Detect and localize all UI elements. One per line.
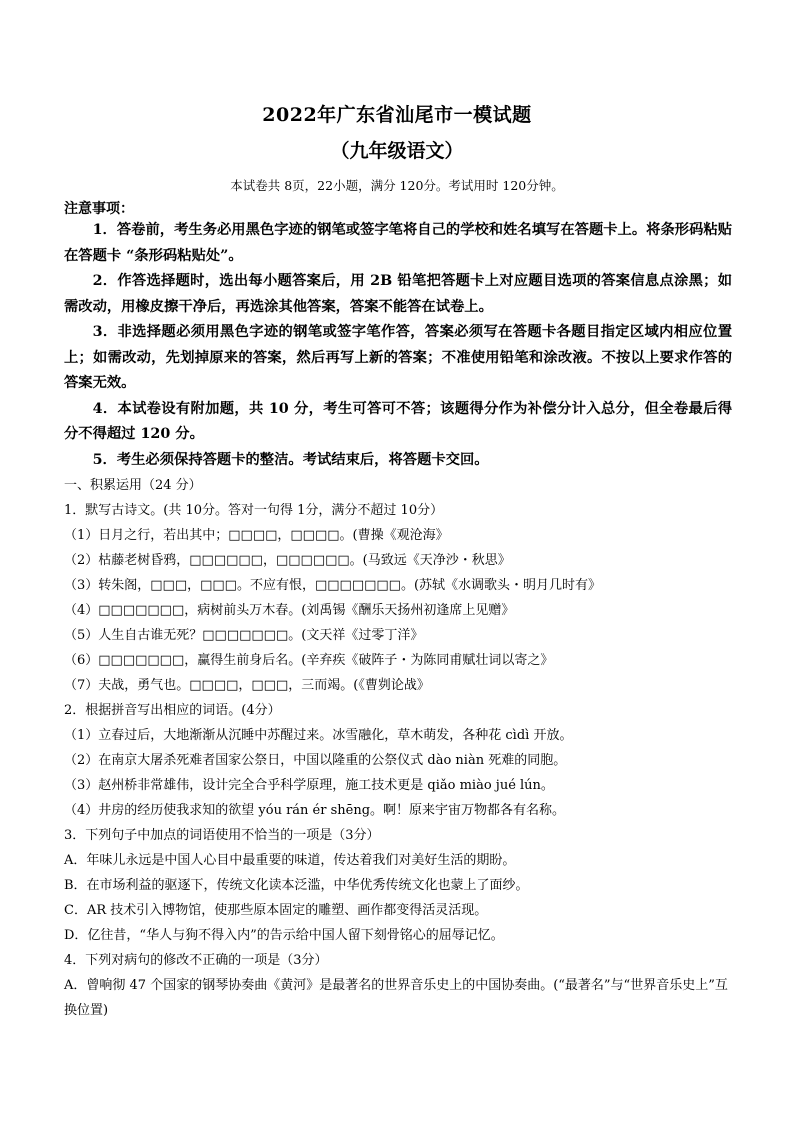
question-1-item: （4）□□□□□□□，病树前头万木春。(刘禹锡《酬乐天扬州初逢席上见赠》 bbox=[64, 603, 515, 618]
section-heading: 一、积累运用（24 分） bbox=[64, 478, 202, 493]
exam-title: 2022年广东省汕尾市一模试题 bbox=[262, 104, 532, 126]
question-4-option: A．曾响彻 47 个国家的钢琴协奏曲《黄河》是最著名的世界音乐史上的中国协奏曲。(“最著名”与“世界音乐史上”互换位置) bbox=[64, 978, 728, 1018]
question-1-stem: 1．默写古诗文。(共 10分。答对一句得 1分，满分不超过 10分） bbox=[64, 503, 444, 518]
question-2-item: （1）立春过后，大地渐渐从沉睡中苏醒过来。冰雪融化，草木萌发，各种花 cìdì 开放。 bbox=[64, 728, 573, 743]
exam-info: 本试卷共 8页，22小题，满分 120分。考试用时 120分钟。 bbox=[230, 178, 564, 193]
question-3-option: A．年味儿永远是中国人心目中最重要的味道，传达着我们对美好生活的期盼。 bbox=[64, 853, 516, 868]
notice-item: 3．非选择题必须用黑色字迹的钢笔或签字笔作答，答案必须写在答题卡各题目指定区域内相应位置上；如需改动，先划掉原来的答案，然后再写上新的答案；不准使用铅笔和涂改液。不按以上要求作答的答案无效。 bbox=[64, 324, 732, 391]
question-3-option: C．AR 技术引入博物馆，使那些原本固定的雕塑、画作都变得活灵活现。 bbox=[64, 903, 488, 918]
notice-item: 2．作答选择题时，选出每小题答案后，用 2B 铅笔把答题卡上对应题目选项的答案信息点涂黑；如需改动，用橡皮擦干净后，再选涂其他答案，答案不能答在试卷上。 bbox=[64, 273, 732, 315]
exam-subtitle: （九年级语文） bbox=[330, 140, 464, 162]
question-2-item: （3）赵州桥非常雄伟，设计完全合乎科学原理，施工技术更是 qiǎo miào jué lún。 bbox=[64, 778, 554, 793]
question-1-item: （1）日月之行，若出其中；□□□□，□□□□。(曹操《观沧海》 bbox=[64, 528, 449, 543]
question-3-stem: 3．下列句子中加点的词语使用不恰当的一项是（3分） bbox=[64, 828, 380, 843]
notice-item: 4．本试卷设有附加题，共 10 分，考生可答可不答；该题得分作为补偿分计入总分，但全卷最后得分不得超过 120 分。 bbox=[64, 400, 732, 442]
question-2-item: （2）在南京大屠杀死难者国家公祭日，中国以隆重的公祭仪式 dào niàn 死难的同胞。 bbox=[64, 753, 567, 768]
question-3-option: D．亿往昔，“华人与狗不得入内”的告示给中国人留下刻骨铭心的屈辱记忆。 bbox=[64, 928, 504, 943]
question-1-item: （3）转朱阁，□□□，□□□。不应有恨，□□□□□□□。(苏轼《水调歌头・明月几时有》 bbox=[64, 578, 602, 593]
question-3-option: B．在市场利益的驱逐下，传统文化读本泛滥，中华优秀传统文化也蒙上了面纱。 bbox=[64, 878, 529, 893]
notice-item: 5．考生必须保持答题卡的整洁。考试结束后，将答题卡交回。 bbox=[92, 451, 489, 468]
question-1-item: （6）□□□□□□□，赢得生前身后名。(辛弃疾《破阵子・为陈同甫赋壮词以寄之》 bbox=[64, 653, 554, 668]
notice-list bbox=[64, 218, 732, 473]
section-accumulation bbox=[64, 473, 732, 1023]
question-4-stem: 4．下列对病句的修改不正确的一项是（3分） bbox=[64, 953, 328, 968]
notice-heading: 注意事项： bbox=[64, 201, 134, 217]
question-1-item: （2）枯藤老树昏鸦，□□□□□□，□□□□□□。(马致远《天净沙・秋思》 bbox=[64, 553, 511, 568]
question-1-item: （7）夫战，勇气也。□□□□，□□□，三而竭。(《曹刿论战》 bbox=[64, 678, 430, 693]
question-2-stem: 2．根据拼音写出相应的词语。(4分） bbox=[64, 703, 281, 718]
question-1-item: （5）人生自古谁无死？□□□□□□□。(文天祥《过零丁洋》 bbox=[64, 628, 424, 643]
notice-item: 1．答卷前，考生务必用黑色字迹的钢笔或签字笔将自己的学校和姓名填写在答题卡上。将条形码粘贴在答题卡 “条形码粘贴处”。 bbox=[64, 222, 732, 264]
question-2-item: （4）井房的经历使我求知的欲望 yóu rán ér shēng。啊！原来宇宙万物都各有名称。 bbox=[64, 803, 566, 818]
